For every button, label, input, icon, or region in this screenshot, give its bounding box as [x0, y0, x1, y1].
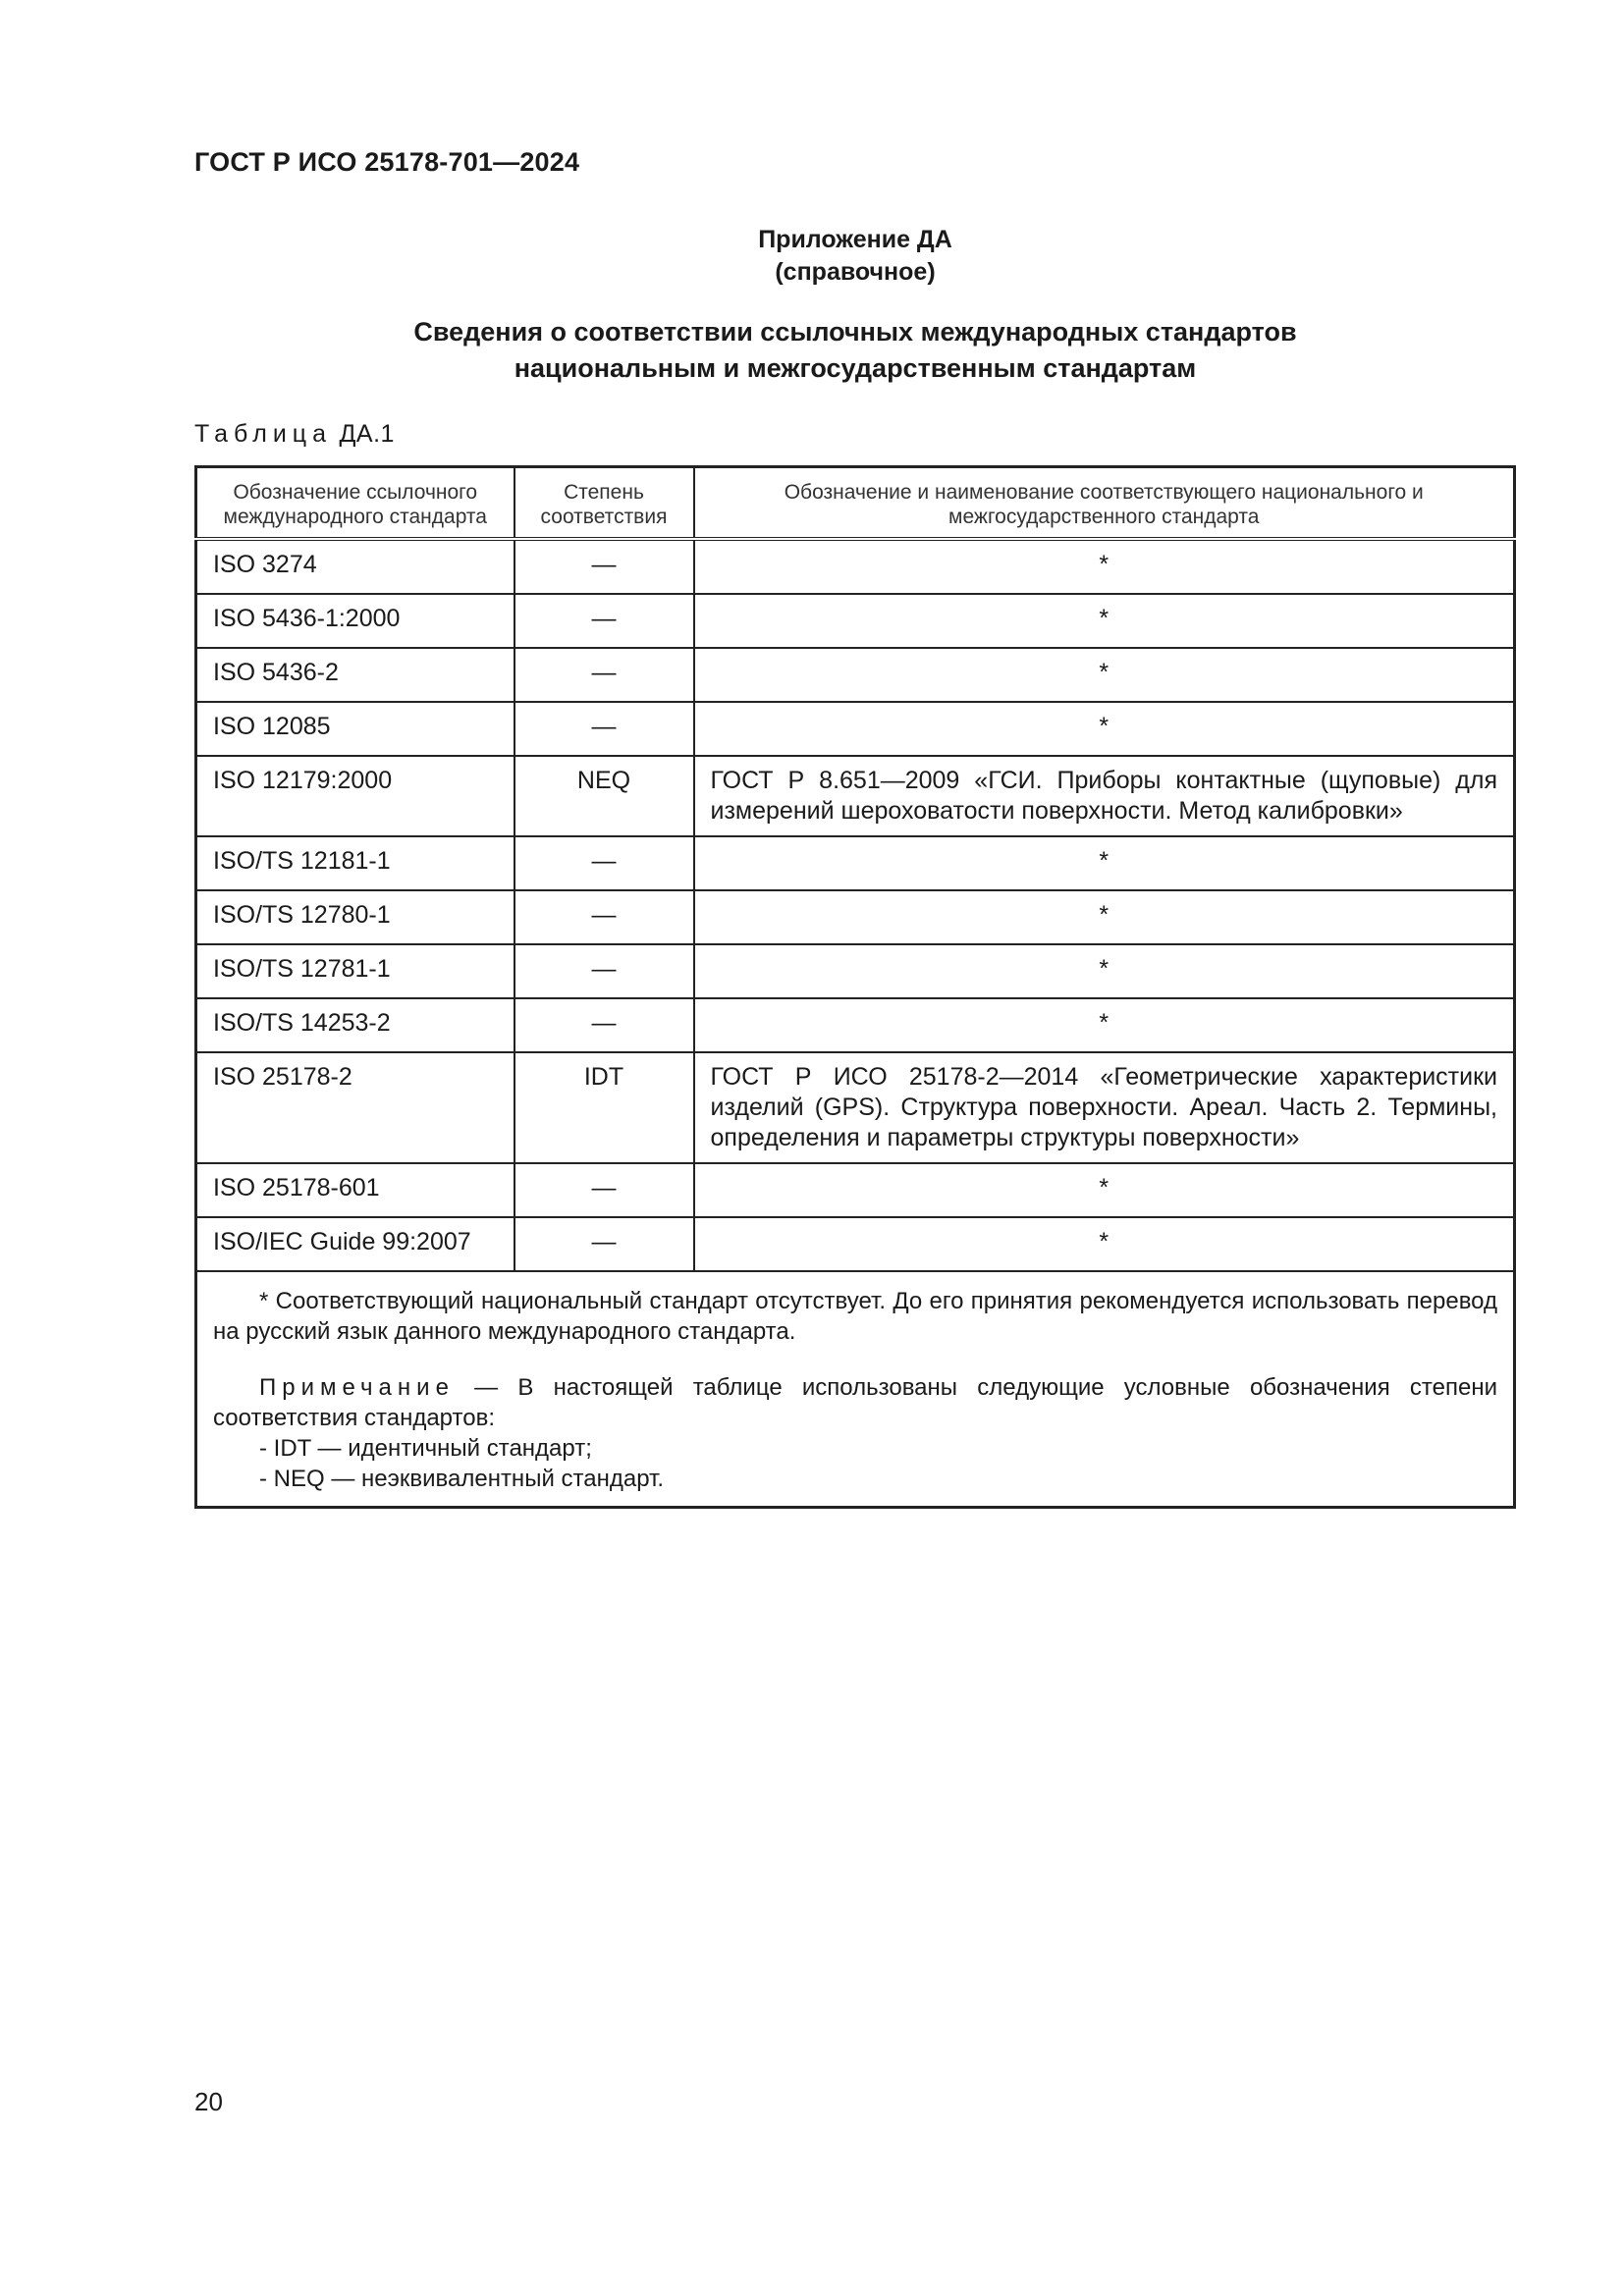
- international-standard-cell: ISO/IEC Guide 99:2007: [196, 1217, 514, 1271]
- table-caption: [194, 420, 395, 449]
- degree-cell: —: [514, 890, 694, 944]
- appendix-title: [194, 314, 1516, 387]
- table-row: [196, 998, 1515, 1052]
- degree-cell: NEQ: [514, 756, 694, 836]
- page-number: 20: [194, 2087, 223, 2116]
- degree-cell: —: [514, 944, 694, 998]
- degree-cell: —: [514, 1217, 694, 1271]
- degree-cell: IDT: [514, 1052, 694, 1163]
- table-row: [196, 756, 1515, 836]
- document-code: ГОСТ Р ИСО 25178-701—2024: [194, 147, 580, 177]
- national-standard-cell: *: [694, 1163, 1515, 1217]
- header-national-standard: Обозначение и наименование соответствующего национального и межгосударственного стандарта: [694, 467, 1515, 540]
- note: [213, 1372, 1497, 1494]
- title-line-2: национальным и межгосударственным стандартам: [514, 353, 1197, 383]
- appendix-label: Приложение ДА: [758, 226, 952, 253]
- international-standard-cell: ISO 5436-1:2000: [196, 594, 514, 648]
- table-row: [196, 1163, 1515, 1217]
- table-row: [196, 539, 1515, 594]
- table-row: [196, 890, 1515, 944]
- national-standard-cell: *: [694, 890, 1515, 944]
- degree-cell: —: [514, 702, 694, 756]
- international-standard-cell: ISO/TS 14253-2: [196, 998, 514, 1052]
- note-text: — В настоящей таблице использованы следующие условные обозначения степени соответствия стандартов:: [213, 1374, 1497, 1431]
- degree-cell: —: [514, 1163, 694, 1217]
- note-item-neq: - NEQ — неэквивалентный стандарт.: [259, 1466, 665, 1492]
- international-standard-cell: ISO/TS 12780-1: [196, 890, 514, 944]
- national-standard-cell: *: [694, 539, 1515, 594]
- degree-cell: —: [514, 594, 694, 648]
- table-row: [196, 836, 1515, 890]
- note-label: Примечание: [259, 1374, 455, 1401]
- international-standard-cell: ISO 5436-2: [196, 648, 514, 702]
- header-international-standard: Обозначение ссылочного международного стандарта: [196, 467, 514, 540]
- conformity-table: [194, 465, 1516, 1509]
- appendix-type: (справочное): [775, 258, 936, 286]
- degree-cell: —: [514, 648, 694, 702]
- header-degree: Степень соответствия: [514, 467, 694, 540]
- degree-cell: —: [514, 998, 694, 1052]
- national-standard-cell: *: [694, 1217, 1515, 1271]
- table-row: [196, 702, 1515, 756]
- note-item-idt: - IDT — идентичный стандарт;: [259, 1435, 592, 1462]
- table-row: [196, 1217, 1515, 1271]
- national-standard-cell: ГОСТ Р 8.651—2009 «ГСИ. Приборы контактные (щуповые) для измерений шероховатости поверхности. Метод калибровки»: [694, 756, 1515, 836]
- national-standard-cell: *: [694, 836, 1515, 890]
- degree-cell: —: [514, 836, 694, 890]
- international-standard-cell: ISO 12179:2000: [196, 756, 514, 836]
- national-standard-cell: *: [694, 594, 1515, 648]
- degree-cell: —: [514, 539, 694, 594]
- footnote: * Соответствующий национальный стандарт отсутствует. До его принятия рекомендуется использовать перевод на русский язык данного международного стандарта.: [213, 1288, 1497, 1345]
- table-body: [196, 539, 1515, 1271]
- international-standard-cell: ISO 3274: [196, 539, 514, 594]
- international-standard-cell: ISO 25178-601: [196, 1163, 514, 1217]
- national-standard-cell: *: [694, 702, 1515, 756]
- appendix-heading: [194, 224, 1516, 289]
- note-paragraph: [213, 1372, 1497, 1433]
- table-row: [196, 594, 1515, 648]
- international-standard-cell: ISO/TS 12181-1: [196, 836, 514, 890]
- notes-row: [196, 1271, 1515, 1508]
- table-caption-word: Таблица: [194, 420, 333, 448]
- international-standard-cell: ISO 25178-2: [196, 1052, 514, 1163]
- table-row: [196, 648, 1515, 702]
- table-row: [196, 1052, 1515, 1163]
- national-standard-cell: *: [694, 648, 1515, 702]
- national-standard-cell: *: [694, 944, 1515, 998]
- international-standard-cell: ISO 12085: [196, 702, 514, 756]
- table-header-row: [196, 467, 1515, 540]
- notes-cell: [196, 1271, 1515, 1508]
- national-standard-cell: ГОСТ Р ИСО 25178-2—2014 «Геометрические характеристики изделий (GPS). Структура поверхности. Ареал. Часть 2. Термины, определения и параметры структуры поверхности»: [694, 1052, 1515, 1163]
- table-row: [196, 944, 1515, 998]
- national-standard-cell: *: [694, 998, 1515, 1052]
- international-standard-cell: ISO/TS 12781-1: [196, 944, 514, 998]
- table-caption-number: ДА.1: [339, 420, 395, 448]
- title-line-1: Сведения о соответствии ссылочных международных стандартов: [413, 317, 1297, 347]
